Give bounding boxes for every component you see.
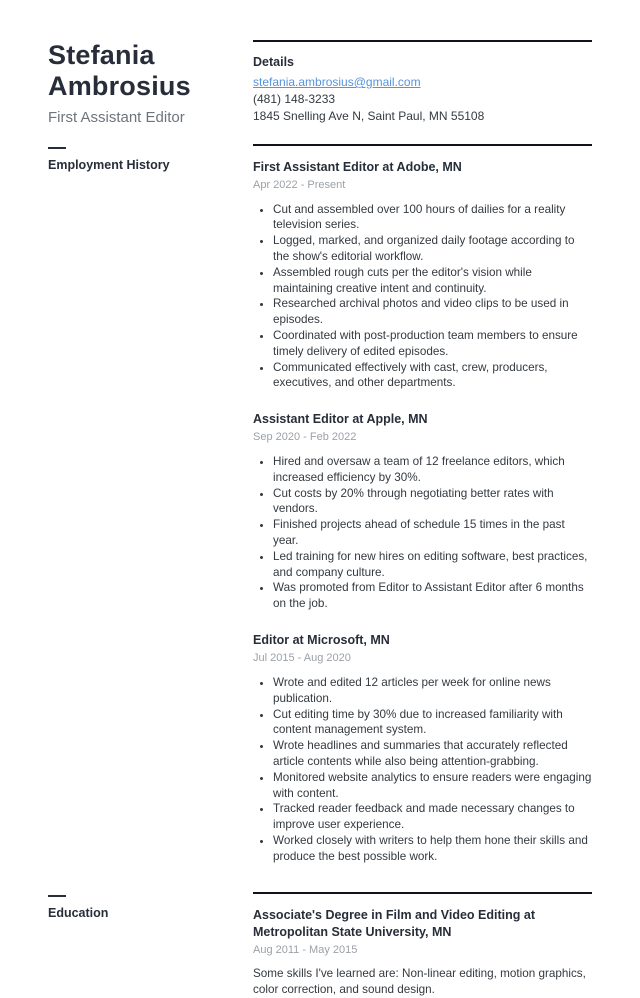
job-bullet: • Assembled rough cuts per the editor's vision while maintaining creative intent and continuity. <box>272 265 592 297</box>
person-job-title: First Assistant Editor <box>48 108 185 126</box>
job-bullet: • Wrote and edited 12 articles per week for online news publication. <box>272 675 592 707</box>
job-dates: Sep 2020 - Feb 2022 <box>253 431 357 444</box>
job-bullet: • Was promoted from Editor to Assistant Editor after 6 months on the job. <box>272 580 592 612</box>
job-entry <box>253 411 592 612</box>
job-title: Editor at Microsoft, MN <box>253 633 390 648</box>
job-bullet: • Researched archival photos and video clips to be used in episodes. <box>272 296 592 328</box>
email-line <box>253 74 592 91</box>
job-bullet: • Coordinated with post-production team members to ensure timely delivery of edited episodes. <box>272 328 592 360</box>
job-bullet: • Hired and oversaw a team of 12 freelance editors, which increased efficiency by 30%. <box>272 454 592 486</box>
horizontal-rule <box>253 144 592 146</box>
address-line: 1845 Snelling Ave N, Saint Paul, MN 55108 <box>253 109 485 123</box>
details-heading: Details <box>253 55 294 69</box>
job-bullet: • Cut editing time by 30% due to increased familiarity with content management system. <box>272 707 592 739</box>
job-title: First Assistant Editor at Adobe, MN <box>253 159 462 174</box>
job-bullet: • Cut and assembled over 100 hours of dailies for a reality television series. <box>272 202 592 234</box>
job-title: Assistant Editor at Apple, MN <box>253 412 428 427</box>
header-left <box>48 40 253 126</box>
job-bullet: • Communicated effectively with cast, crew, producers, executives, and other departments. <box>272 360 592 392</box>
education-label-block <box>48 892 253 998</box>
jobs-list <box>253 144 592 865</box>
job-bullet: • Wrote headlines and summaries that accurately reflected article contents while also being attention-grabbing. <box>272 738 592 770</box>
education-entry <box>253 892 592 998</box>
email-link[interactable]: stefania.ambrosius@gmail.com <box>253 75 421 89</box>
education-section-label: Education <box>48 905 109 920</box>
job-bullet: • Finished projects ahead of schedule 15 times in the past year. <box>272 517 592 549</box>
employment-section-label: Employment History <box>48 157 170 172</box>
employment-section <box>48 144 592 865</box>
horizontal-rule <box>253 892 592 894</box>
horizontal-rule <box>253 40 592 42</box>
job-bullet: • Worked closely with writers to help them hone their skills and produce the best possible work. <box>272 833 592 865</box>
education-section <box>48 892 592 998</box>
header-section <box>48 40 592 126</box>
job-bullet: • Monitored website analytics to ensure readers were engaging with content. <box>272 770 592 802</box>
section-dash <box>48 147 66 149</box>
education-dates: Aug 2011 - May 2015 <box>253 943 358 956</box>
employment-label-block <box>48 144 253 865</box>
phone-line: (481) 148-3233 <box>253 92 336 106</box>
job-bullets <box>253 675 592 865</box>
job-dates: Apr 2022 - Present <box>253 178 346 191</box>
job-entry <box>253 159 592 392</box>
job-dates: Jul 2015 - Aug 2020 <box>253 652 351 665</box>
education-title: Associate's Degree in Film and Video Editing at Metropolitan State University, MN <box>253 907 535 939</box>
job-bullets <box>253 454 592 612</box>
job-bullet: • Logged, marked, and organized daily footage according to the show's editorial workflow. <box>272 233 592 265</box>
job-entry <box>253 632 592 865</box>
job-bullets <box>253 202 592 392</box>
section-dash <box>48 895 66 897</box>
job-bullet: • Cut costs by 20% through negotiating better rates with vendors. <box>272 486 592 518</box>
details-block <box>253 40 592 126</box>
education-description: Some skills I've learned are: Non-linear editing, motion graphics, color correction, and sound design. <box>253 966 586 996</box>
job-bullet: • Tracked reader feedback and made necessary changes to improve user experience. <box>272 801 592 833</box>
job-bullet: • Led training for new hires on editing software, best practices, and company culture. <box>272 549 592 581</box>
person-name: Stefania Ambrosius <box>48 40 191 101</box>
